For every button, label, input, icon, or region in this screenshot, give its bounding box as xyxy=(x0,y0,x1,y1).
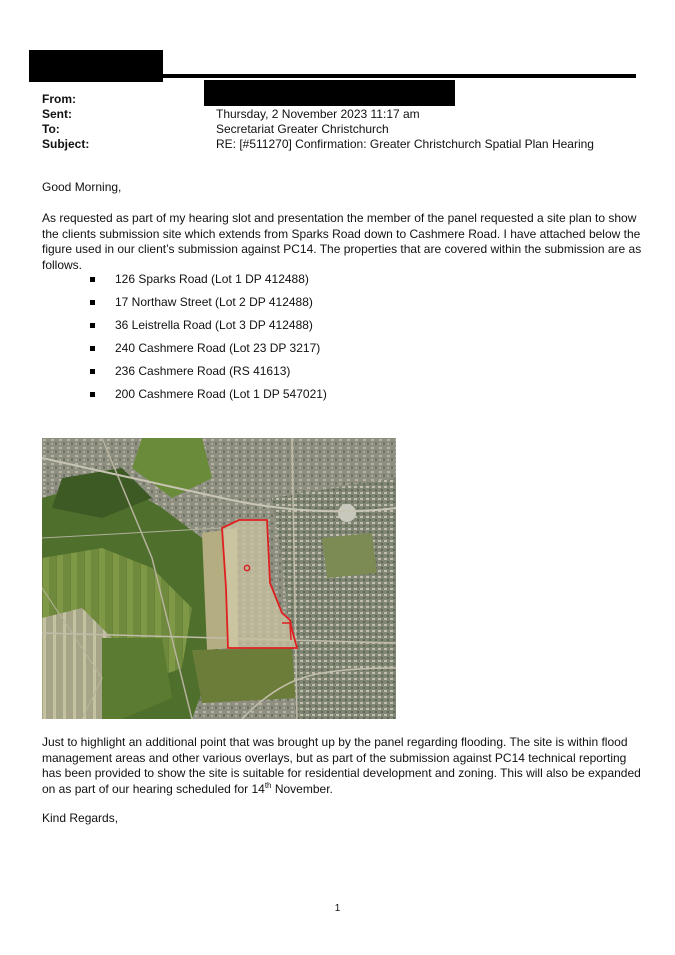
property-text: 200 Cashmere Road (Lot 1 DP 547021) xyxy=(115,387,327,401)
bullet-icon xyxy=(90,277,95,282)
list-item xyxy=(90,387,327,410)
signoff: Kind Regards, xyxy=(42,811,119,825)
bullet-icon xyxy=(90,346,95,351)
header-rule xyxy=(29,74,636,78)
property-text: 240 Cashmere Road (Lot 23 DP 3217) xyxy=(115,341,321,355)
subject-label: Subject: xyxy=(42,137,90,151)
property-text: 236 Cashmere Road (RS 41613) xyxy=(115,364,291,378)
list-item xyxy=(90,364,327,387)
property-list xyxy=(90,272,327,410)
property-text: 126 Sparks Road (Lot 1 DP 412488) xyxy=(115,272,309,286)
sent-label: Sent: xyxy=(42,107,72,121)
page-number: 1 xyxy=(334,903,341,914)
bullet-icon xyxy=(90,300,95,305)
sent-value: Thursday, 2 November 2023 11:17 am xyxy=(216,107,420,121)
redaction-block-sender xyxy=(204,80,455,106)
subject-value: RE: [#511270] Confirmation: Greater Christchurch Spatial Plan Hearing xyxy=(216,137,594,151)
property-text: 36 Leistrella Road (Lot 3 DP 412488) xyxy=(115,318,313,332)
from-label: From: xyxy=(42,92,76,106)
list-item xyxy=(90,295,327,318)
to-label: To: xyxy=(42,122,60,136)
greeting: Good Morning, xyxy=(42,180,122,194)
property-text: 17 Northaw Street (Lot 2 DP 412488) xyxy=(115,295,313,309)
site-aerial-map xyxy=(42,438,396,719)
list-item xyxy=(90,341,327,364)
bullet-icon xyxy=(90,323,95,328)
list-item xyxy=(90,272,327,295)
bullet-icon xyxy=(90,369,95,374)
closing-paragraph: Just to highlight an additional point that was brought up by the panel regarding flooding. The site is within flood management areas and other various overlays, but as part of the submission against PC14 technical reporting has been provided to show the site is suitable for residential development and zoning. This will also be expanded on as part of our hearing scheduled for 14th November. xyxy=(42,735,641,796)
intro-paragraph: As requested as part of my hearing slot and presentation the member of the panel requested a site plan to show the clients submission site which extends from Sparks Road down to Cashmere Road. I have attached below the figure used in our client’s submission against PC14. The properties that are covered within the submission are as follows. xyxy=(42,211,642,272)
list-item xyxy=(90,318,327,341)
to-value: Secretariat Greater Christchurch xyxy=(216,122,389,136)
bullet-icon xyxy=(90,392,95,397)
